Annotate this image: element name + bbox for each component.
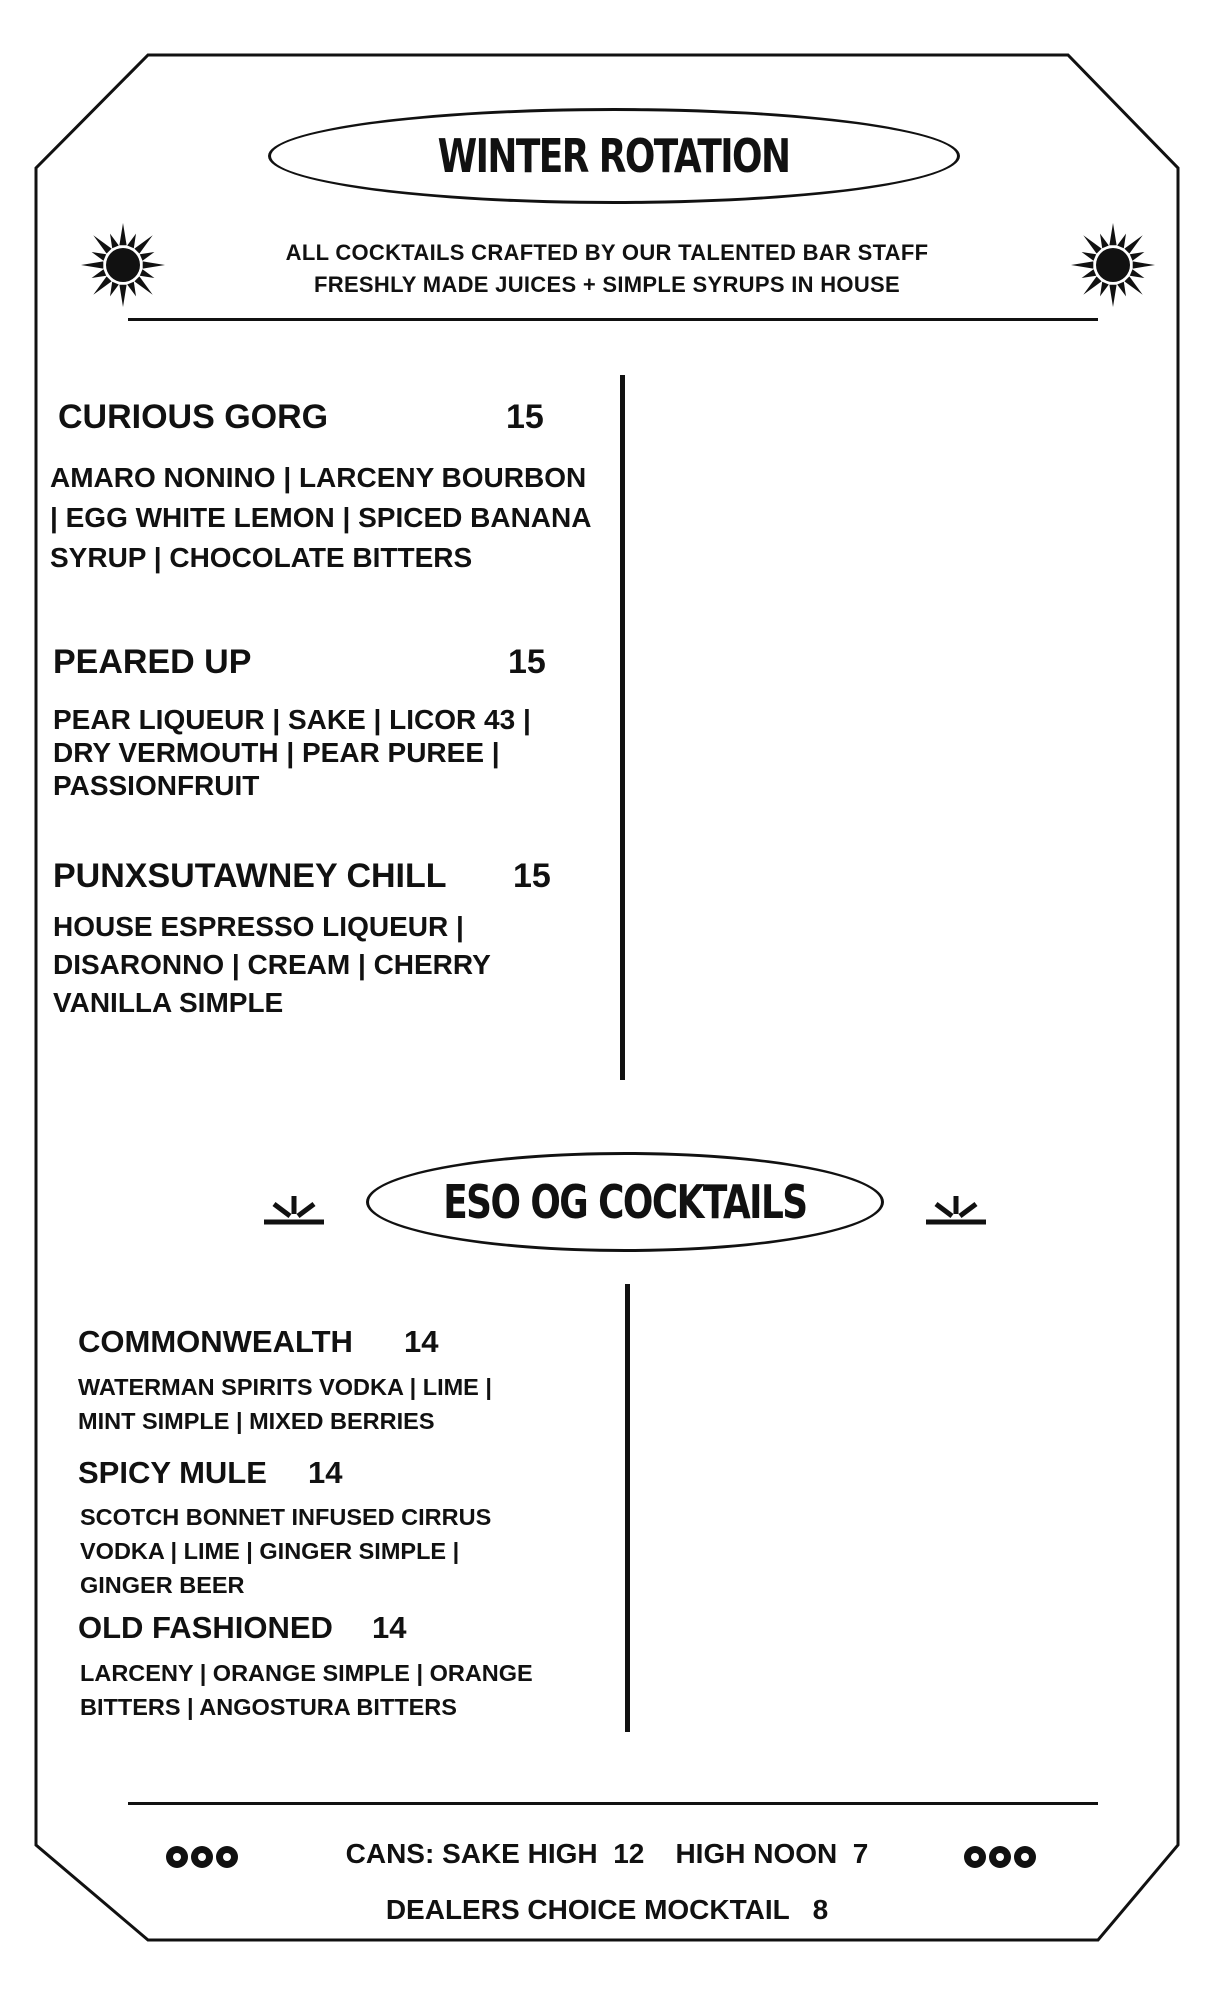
og-title-oval (366, 1152, 884, 1252)
item-price: 14 (404, 1324, 439, 1359)
item-description: AMARO NONINO | LARCENY BOURBON | EGG WHITE LEMON | SPICED BANANA SYRUP | CHOCOLATE BITTERS (50, 462, 592, 573)
item-price: 14 (372, 1610, 407, 1645)
item-name: CURIOUS GORG (58, 398, 329, 436)
item-price: 15 (513, 857, 551, 895)
sunrise-icon (924, 1186, 988, 1226)
item-name: OLD FASHIONED (78, 1610, 333, 1645)
sunrise-icon (262, 1186, 326, 1226)
column-divider (620, 375, 625, 1080)
subtitle-line-1: ALL COCKTAILS CRAFTED BY OUR TALENTED BAR STAFF (285, 240, 929, 265)
item-description: SCOTCH BONNET INFUSED CIRRUS VODKA | LIME | GINGER SIMPLE | GINGER BEER (80, 1504, 492, 1598)
divider (128, 318, 1098, 321)
footer-mocktail: DEALERS CHOICE MOCKTAIL 8 (385, 1894, 829, 1925)
item-description: HOUSE ESPRESSO LIQUEUR | DISARONNO | CREAM | CHERRY VANILLA SIMPLE (53, 911, 491, 1018)
winter-title-oval (268, 108, 960, 204)
item-name: PEARED UP (53, 643, 252, 681)
item-price: 14 (308, 1455, 343, 1490)
item-description: PEAR LIQUEUR | SAKE | LICOR 43 | DRY VERMOUTH | PEAR PUREE | PASSIONFRUIT (53, 704, 531, 801)
item-name: COMMONWEALTH (78, 1324, 353, 1359)
item-name: SPICY MULE (78, 1455, 267, 1490)
item-price: 15 (506, 398, 544, 436)
footer-cans: CANS: SAKE HIGH 12 HIGH NOON 7 (345, 1838, 869, 1869)
item-name: PUNXSUTAWNEY CHILL (53, 857, 447, 895)
footer-divider (128, 1802, 1098, 1805)
item-price: 15 (508, 643, 546, 681)
section-title: ESO OG COCKTAILS (443, 1175, 807, 1229)
item-description: LARCENY | ORANGE SIMPLE | ORANGE BITTERS | ANGOSTURA BITTERS (80, 1660, 533, 1720)
column-divider (625, 1284, 630, 1732)
item-description: WATERMAN SPIRITS VODKA | LIME | MINT SIMPLE | MIXED BERRIES (78, 1374, 492, 1434)
page-title: WINTER ROTATION (438, 129, 790, 183)
subtitle-line-2: FRESHLY MADE JUICES + SIMPLE SYRUPS IN HOUSE (314, 272, 900, 297)
